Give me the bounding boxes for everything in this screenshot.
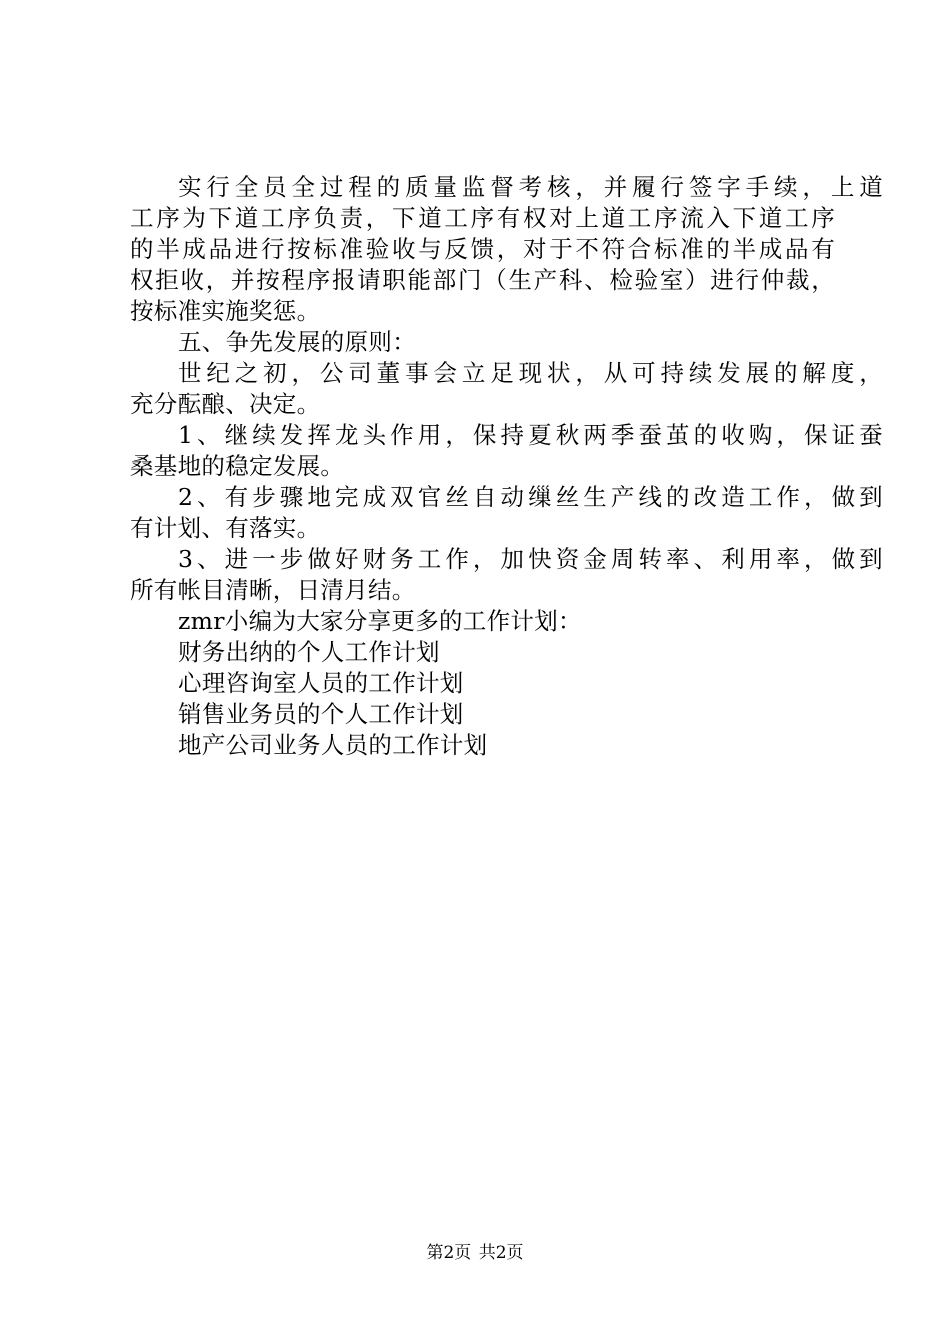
related-link: 心理咨询室人员的工作计划 (178, 669, 464, 697)
paragraph-line: 工序为下道工序负责，下道工序有权对上道工序流入下道工序 (130, 204, 835, 232)
paragraph-line: 世纪之初，公司董事会立足现状，从可持续发展的解度， (178, 359, 883, 387)
paragraph-line: 按标准实施奖惩。 (130, 297, 321, 325)
list-item-line: 2、有步骤地完成双官丝自动缫丝生产线的改造工作，做到 (178, 483, 883, 511)
document-body (130, 172, 883, 761)
paragraph-line: 充分酝酿、决定。 (130, 390, 321, 418)
paragraph-line: 实行全员全过程的质量监督考核，并履行签字手续，上道 (178, 173, 883, 201)
list-item-line: 1、继续发挥龙头作用，保持夏秋两季蚕茧的收购，保证蚕 (178, 421, 883, 449)
paragraph-line: 的半成品进行按标准验收与反馈，对于不符合标准的半成品有 (130, 235, 835, 263)
related-link: 销售业务员的个人工作计划 (178, 700, 464, 728)
related-link: 地产公司业务人员的工作计划 (178, 731, 488, 759)
page-footer (0, 1242, 950, 1264)
page-total: 共2页 (478, 1243, 524, 1263)
share-intro: zmr小编为大家分享更多的工作计划： (178, 607, 582, 635)
related-link: 财务出纳的个人工作计划 (178, 638, 440, 666)
list-item-line: 3、进一步做好财务工作，加快资金周转率、利用率，做到 (178, 545, 883, 573)
section-heading: 五、争先发展的原则： (178, 328, 416, 356)
paragraph-line: 权拒收，并按程序报请职能部门（生产科、检验室）进行仲裁， (130, 266, 835, 294)
list-item-line: 桑基地的稳定发展。 (130, 452, 345, 480)
list-item-line: 所有帐目清晰，日清月结。 (130, 576, 416, 604)
page-number: 第2页 (426, 1243, 472, 1263)
list-item-line: 有计划、有落实。 (130, 514, 321, 542)
